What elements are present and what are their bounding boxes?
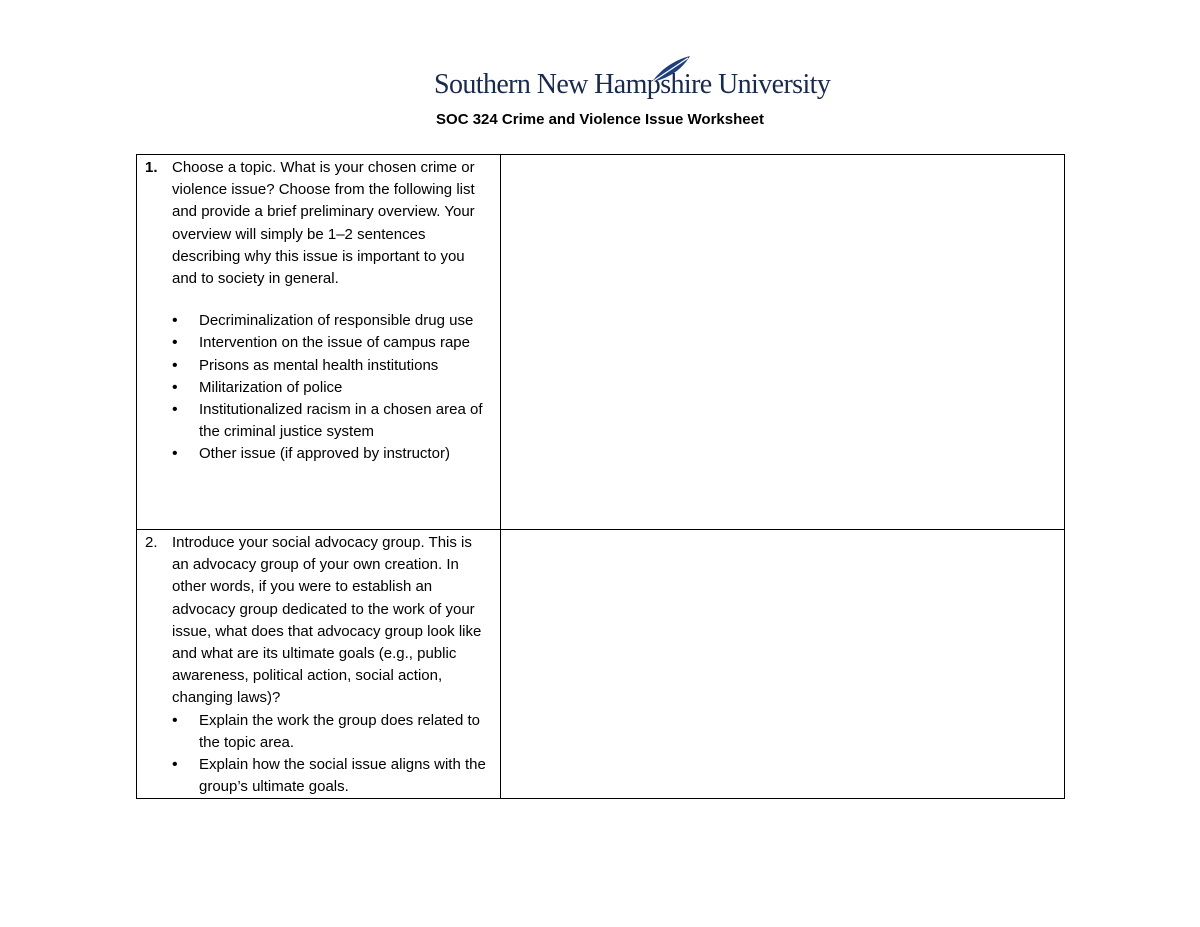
question-number: 1.: [145, 159, 158, 176]
question-row-1: [137, 155, 1065, 530]
answer-cell-1[interactable]: [501, 155, 1065, 530]
answer-cell-2[interactable]: [501, 530, 1065, 799]
document-title: SOC 324 Crime and Violence Issue Worksheet: [436, 111, 764, 128]
list-item: • Other issue (if approved by instructor): [172, 443, 492, 465]
list-item: • Decriminalization of responsible drug use: [172, 310, 492, 332]
question-row-2: [137, 530, 1065, 799]
worksheet-table: [136, 154, 1065, 799]
question-prompt: Introduce your social advocacy group. This is an advocacy group of your own creation. In other words, if you were to establish an advocacy group dedicated to the work of your issue, what does that advocacy group look like and what are its ultimate goals (e.g., public awareness, political action, social action, changing laws)?: [172, 534, 482, 707]
list-item: • Explain how the social issue aligns with the group’s ultimate goals.: [172, 754, 492, 798]
list-item: • Intervention on the issue of campus rape: [172, 332, 492, 354]
topic-list: [145, 310, 492, 465]
list-item: • Militarization of police: [172, 377, 492, 399]
question-prompt: Choose a topic. What is your chosen crime or violence issue? Choose from the following list and provide a brief preliminary overview. Your overview will simply be 1–2 sentences describing why this issue is important to you and to society in general.: [172, 159, 475, 288]
question-cell-2: [137, 530, 501, 799]
question-cell-1: [137, 155, 501, 530]
list-item: • Institutionalized racism in a chosen area of the criminal justice system: [172, 399, 492, 443]
question-number: 2.: [145, 534, 158, 551]
list-item: • Prisons as mental health institutions: [172, 355, 492, 377]
university-logo: [434, 54, 831, 106]
instruction-list: [145, 710, 492, 799]
list-item: • Explain the work the group does related to the topic area.: [172, 710, 492, 754]
leaf-icon: [644, 54, 694, 84]
university-name: Southern New Hampshire University: [434, 69, 831, 100]
